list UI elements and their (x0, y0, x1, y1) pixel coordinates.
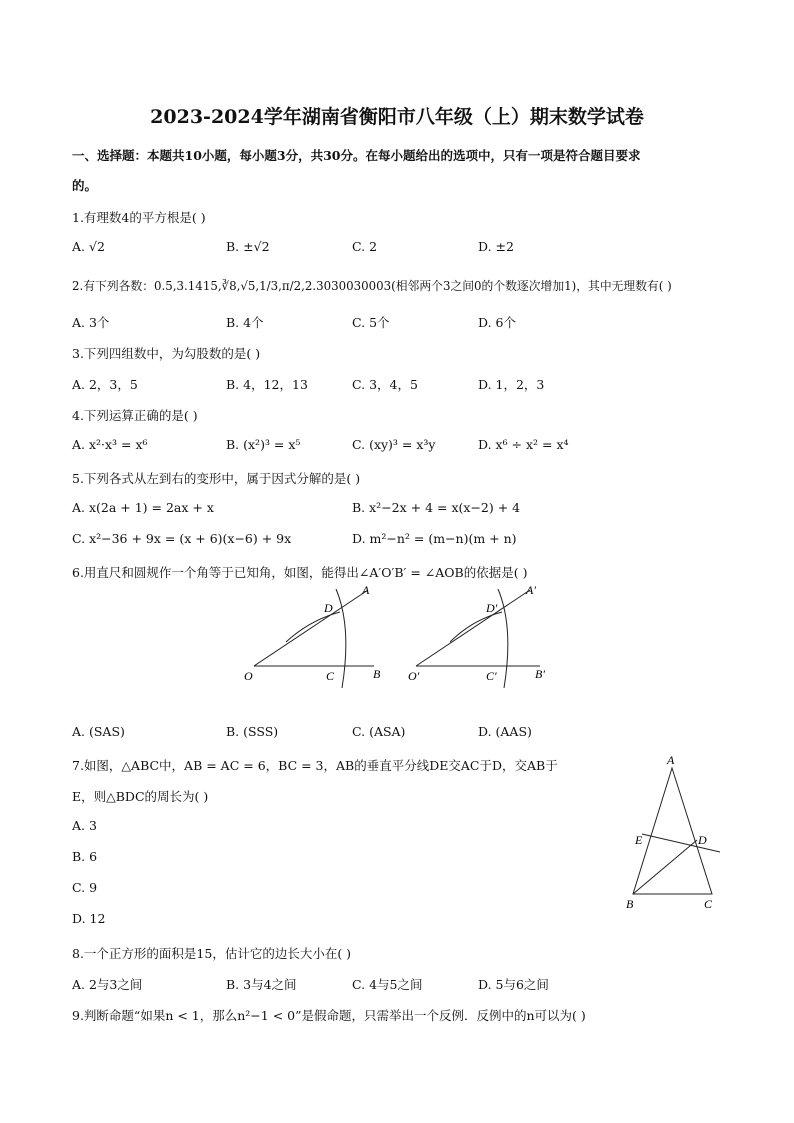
label-o-prime: O′ (408, 669, 420, 683)
label-c-prime: C′ (486, 669, 497, 683)
q6-option-a[interactable]: A. (SAS) (72, 724, 125, 739)
label-a: A (667, 753, 675, 767)
label-c: C (704, 897, 713, 911)
label-b: B (373, 667, 381, 681)
q4-option-c[interactable]: C. (xy)³ = x³y (352, 437, 436, 452)
question-7-stem-line2: E，则△BDC的周长为( ) (72, 789, 209, 804)
q2-option-d[interactable]: D. 6个 (478, 315, 516, 330)
compass-arc-large (336, 589, 346, 688)
label-a: A (362, 583, 370, 597)
q4-option-d[interactable]: D. x⁶ ÷ x² = x⁴ (478, 437, 569, 452)
question-3-stem: 3.下列四组数中，为勾股数的是( ) (72, 346, 261, 361)
q5-option-a[interactable]: A. x(2a + 1) = 2ax + x (72, 500, 214, 515)
question-4-stem: 4.下列运算正确的是( ) (72, 408, 198, 423)
q2-option-a[interactable]: A. 3个 (72, 315, 110, 330)
label-d: D (324, 601, 333, 615)
q1-option-b[interactable]: B. ±√2 (226, 239, 270, 254)
q5-option-b[interactable]: B. x²−2x + 4 = x(x−2) + 4 (352, 500, 521, 515)
label-b: B (626, 897, 634, 911)
question-6-stem: 6.用直尺和圆规作一个角等于已知角，如图，能得出∠A′O′B′ = ∠AOB的依据是( ) (72, 565, 528, 580)
label-o: O (244, 669, 253, 683)
section-heading-line2: 的。 (72, 178, 98, 193)
q8-option-d[interactable]: D. 5与6之间 (478, 977, 549, 992)
q3-option-b[interactable]: B. 4，12，13 (226, 377, 308, 392)
perpendicular-bisector-de (642, 834, 720, 852)
segment-bd (633, 840, 697, 894)
question-9-stem: 9.判断命题“如果n < 1，那么n²−1 < 0”是假命题，只需举出一个反例．反例中的n可以为( ) (72, 1008, 586, 1023)
ray-oa (254, 590, 368, 666)
question-5-stem: 5.下列各式从左到右的变形中，属于因式分解的是( ) (72, 471, 361, 486)
q3-option-c[interactable]: C. 3，4，5 (352, 377, 418, 392)
q8-option-a[interactable]: A. 2与3之间 (72, 977, 143, 992)
label-e: E (635, 833, 643, 847)
q4-option-b[interactable]: B. (x²)³ = x⁵ (226, 437, 301, 452)
q7-option-d[interactable]: D. 12 (72, 911, 106, 926)
q2-option-c[interactable]: C. 5个 (352, 315, 390, 330)
label-c: C (326, 669, 335, 683)
label-a-prime: A′ (526, 583, 536, 597)
question-7-stem-line1: 7.如图，△ABC中，AB = AC = 6，BC = 3，AB的垂直平分线DE交AC于D，交AB于 (72, 758, 558, 773)
compass-arc-small-2 (450, 612, 502, 642)
q7-triangle-figure (620, 752, 730, 914)
q3-option-a[interactable]: A. 2，3，5 (72, 377, 138, 392)
label-d: D (698, 833, 707, 847)
compass-arc-large-2 (498, 589, 508, 688)
q5-option-d[interactable]: D. m²−n² = (m−n)(m + n) (352, 531, 517, 546)
question-1-stem: 1.有理数4的平方根是( ) (72, 210, 206, 225)
ray-o2a2 (416, 590, 530, 666)
q6-figure (240, 582, 560, 692)
q7-option-b[interactable]: B. 6 (72, 849, 98, 864)
q3-option-d[interactable]: D. 1，2，3 (478, 377, 545, 392)
label-d-prime: D′ (486, 601, 498, 615)
q6-option-b[interactable]: B. (SSS) (226, 724, 279, 739)
q1-option-c[interactable]: C. 2 (352, 239, 378, 254)
q8-option-c[interactable]: C. 4与5之间 (352, 977, 423, 992)
q1-option-d[interactable]: D. ±2 (478, 239, 514, 254)
page-title: 2023-2024学年湖南省衡阳市八年级（上）期末数学试卷 (150, 106, 644, 128)
q7-option-a[interactable]: A. 3 (72, 818, 97, 833)
q6-option-d[interactable]: D. (AAS) (478, 724, 532, 739)
question-2-stem: 2.有下列各数：0.5,3.1415,∛8,√5,1/3,π/2,2.3030030003(相邻两个3之间0的个数逐次增加1)，其中无理数有( ) (72, 279, 672, 293)
q1-option-a[interactable]: A. √2 (72, 239, 105, 254)
triangle-abc (633, 768, 712, 894)
q6-option-c[interactable]: C. (ASA) (352, 724, 406, 739)
q5-option-c[interactable]: C. x²−36 + 9x = (x + 6)(x−6) + 9x (72, 531, 292, 546)
section-heading-line1: 一、选择题：本题共10小题，每小题3分，共30分。在每小题给出的选项中，只有一项是符合题目要求 (72, 148, 641, 163)
question-8-stem: 8.一个正方形的面积是15，估计它的边长大小在( ) (72, 946, 352, 961)
q8-option-b[interactable]: B. 3与4之间 (226, 977, 297, 992)
q2-option-b[interactable]: B. 4个 (226, 315, 264, 330)
q4-option-a[interactable]: A. x²·x³ = x⁶ (72, 437, 148, 452)
q7-option-c[interactable]: C. 9 (72, 880, 98, 895)
label-b-prime: B′ (535, 667, 545, 681)
